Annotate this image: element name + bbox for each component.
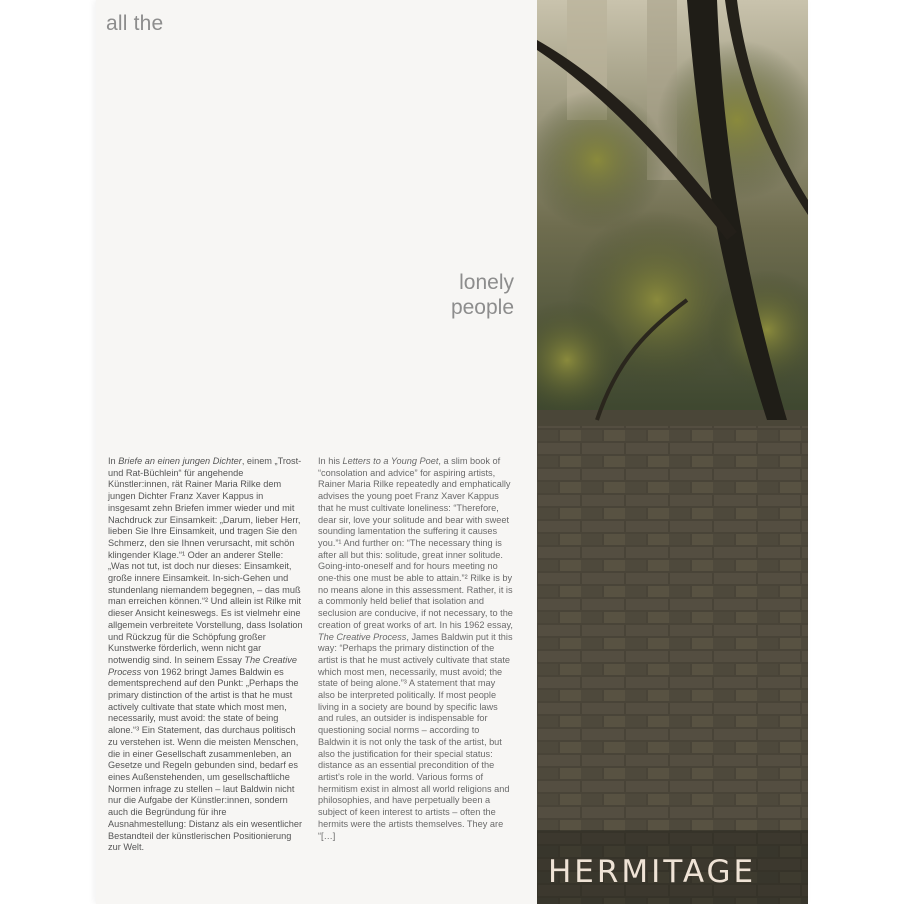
- heading-top: all the: [106, 12, 164, 35]
- heading-bottom: [451, 270, 514, 320]
- german-text-1: In: [108, 456, 119, 466]
- german-essay-title: The Creative Process: [108, 654, 297, 677]
- column-english: [318, 456, 514, 842]
- photo-caption: HERMITAGE: [548, 854, 757, 890]
- english-text-2: , a slim book of “consolation and advice” for aspiring artists, Rainer Maria Rilke repeatedly and emphatically advises the young poet Franz Xaver Kappus that he must cultivate loneliness: “Therefore, dear sir, love your solitude and bear with sweet sounding lamentation the suffering it causes you.”¹ And further on: “The necessary thing is after all but this: solitude, great inner solitude. Going-into-oneself and for hours meeting no one-this one must be able to attain.”² Rilke is by no means alone in this assessment. Rather, it is a commonly held belief that isolation and seclusion are conducive, if not necessary, to the creation of great works of art. In his 1962 essay,: [318, 456, 513, 630]
- english-book-title: Letters to a Young Poet: [342, 456, 439, 466]
- english-text-1: In his: [318, 456, 343, 466]
- german-text-2: , einem „Trost- und Rat-Büchlein“ für angehende Künstler:innen, rät Rainer Maria Rilke dem jungen Dichter Franz Xaver Kappus in insgesamt zehn Briefen immer wieder und mit Nachdruck zur Einsamkeit: „Darum, lieber Herr, lieben Sie Ihre Einsamkeit, und tragen Sie den Schmerz, den sie Ihnen verursacht, mit schön klingender Klage.“¹ Oder an anderer Stelle: „Was not tut, ist doch nur dieses: Einsamkeit, große innere Einsamkeit. In-sich-Gehen und stundenlang niemandem begegnen, – das muß man erreichen können.“² Und allein ist Rilke mit dieser Ansicht keineswegs. Es ist vielmehr eine allgemein verbreitete Vorstellung, dass Isolation und Rückzug für die Schöpfung großer Kunstwerke förderlich, wenn nicht gar notwendig sind. In seinem Essay: [108, 456, 303, 665]
- german-book-title: Briefe an einen jungen Dichter: [118, 456, 242, 466]
- english-text-3: , James Baldwin put it this way: “Perhaps the primary distinction of the artist is that he must actively cultivate that state which most men, necessarily, must avoid; the state of being alone.”³ A statement that may also be interpreted politically. If most people living in a society are bound by specific laws and rules, an outsider is indispensable for questioning social norms – according to Baldwin it is not only the task of the artist, but also the justification for their special status: distance as an essential precondition of the artist’s role in the world. Various forms of hermitism exist in almost all world religions and philosophies, and have perpetually been a subject of keen interest to artists – often the hermits were the artists themselves. They are “[…]: [318, 631, 513, 841]
- column-german: [108, 456, 304, 854]
- forest-wall-photo: [537, 0, 808, 904]
- german-text-3: von 1962 bringt James Baldwin es dementsprechend auf den Punkt: „Perhaps the primary distinction of the artist is that he must actively cultivate that state which most men, necessarily, must avoid: the state of being alone.“³ Ein Statement, das durchaus politisch zu verstehen ist. Wenn die meisten Menschen, die in einer Gesellschaft zusammenleben, an Gesetze und Regeln gebunden sind, bedarf es eines Außenstehenden, um gesellschaftliche Normen infrage zu stellen – laut Baldwin nicht nur die Aufgabe der Künstler:innen, sondern auch die Begründung für ihre Ausnahmestellung: Distanz als ein wesentlicher Bestandteil der künstlerischen Positionierung zur Welt.: [108, 666, 303, 853]
- german-paragraph: [108, 456, 304, 854]
- english-paragraph: [318, 456, 514, 842]
- photo-illustration: [537, 0, 808, 904]
- heading-line-2: people: [450, 296, 514, 319]
- heading-line-1: lonely: [459, 271, 514, 294]
- english-essay-title: The Creative Process: [318, 631, 407, 642]
